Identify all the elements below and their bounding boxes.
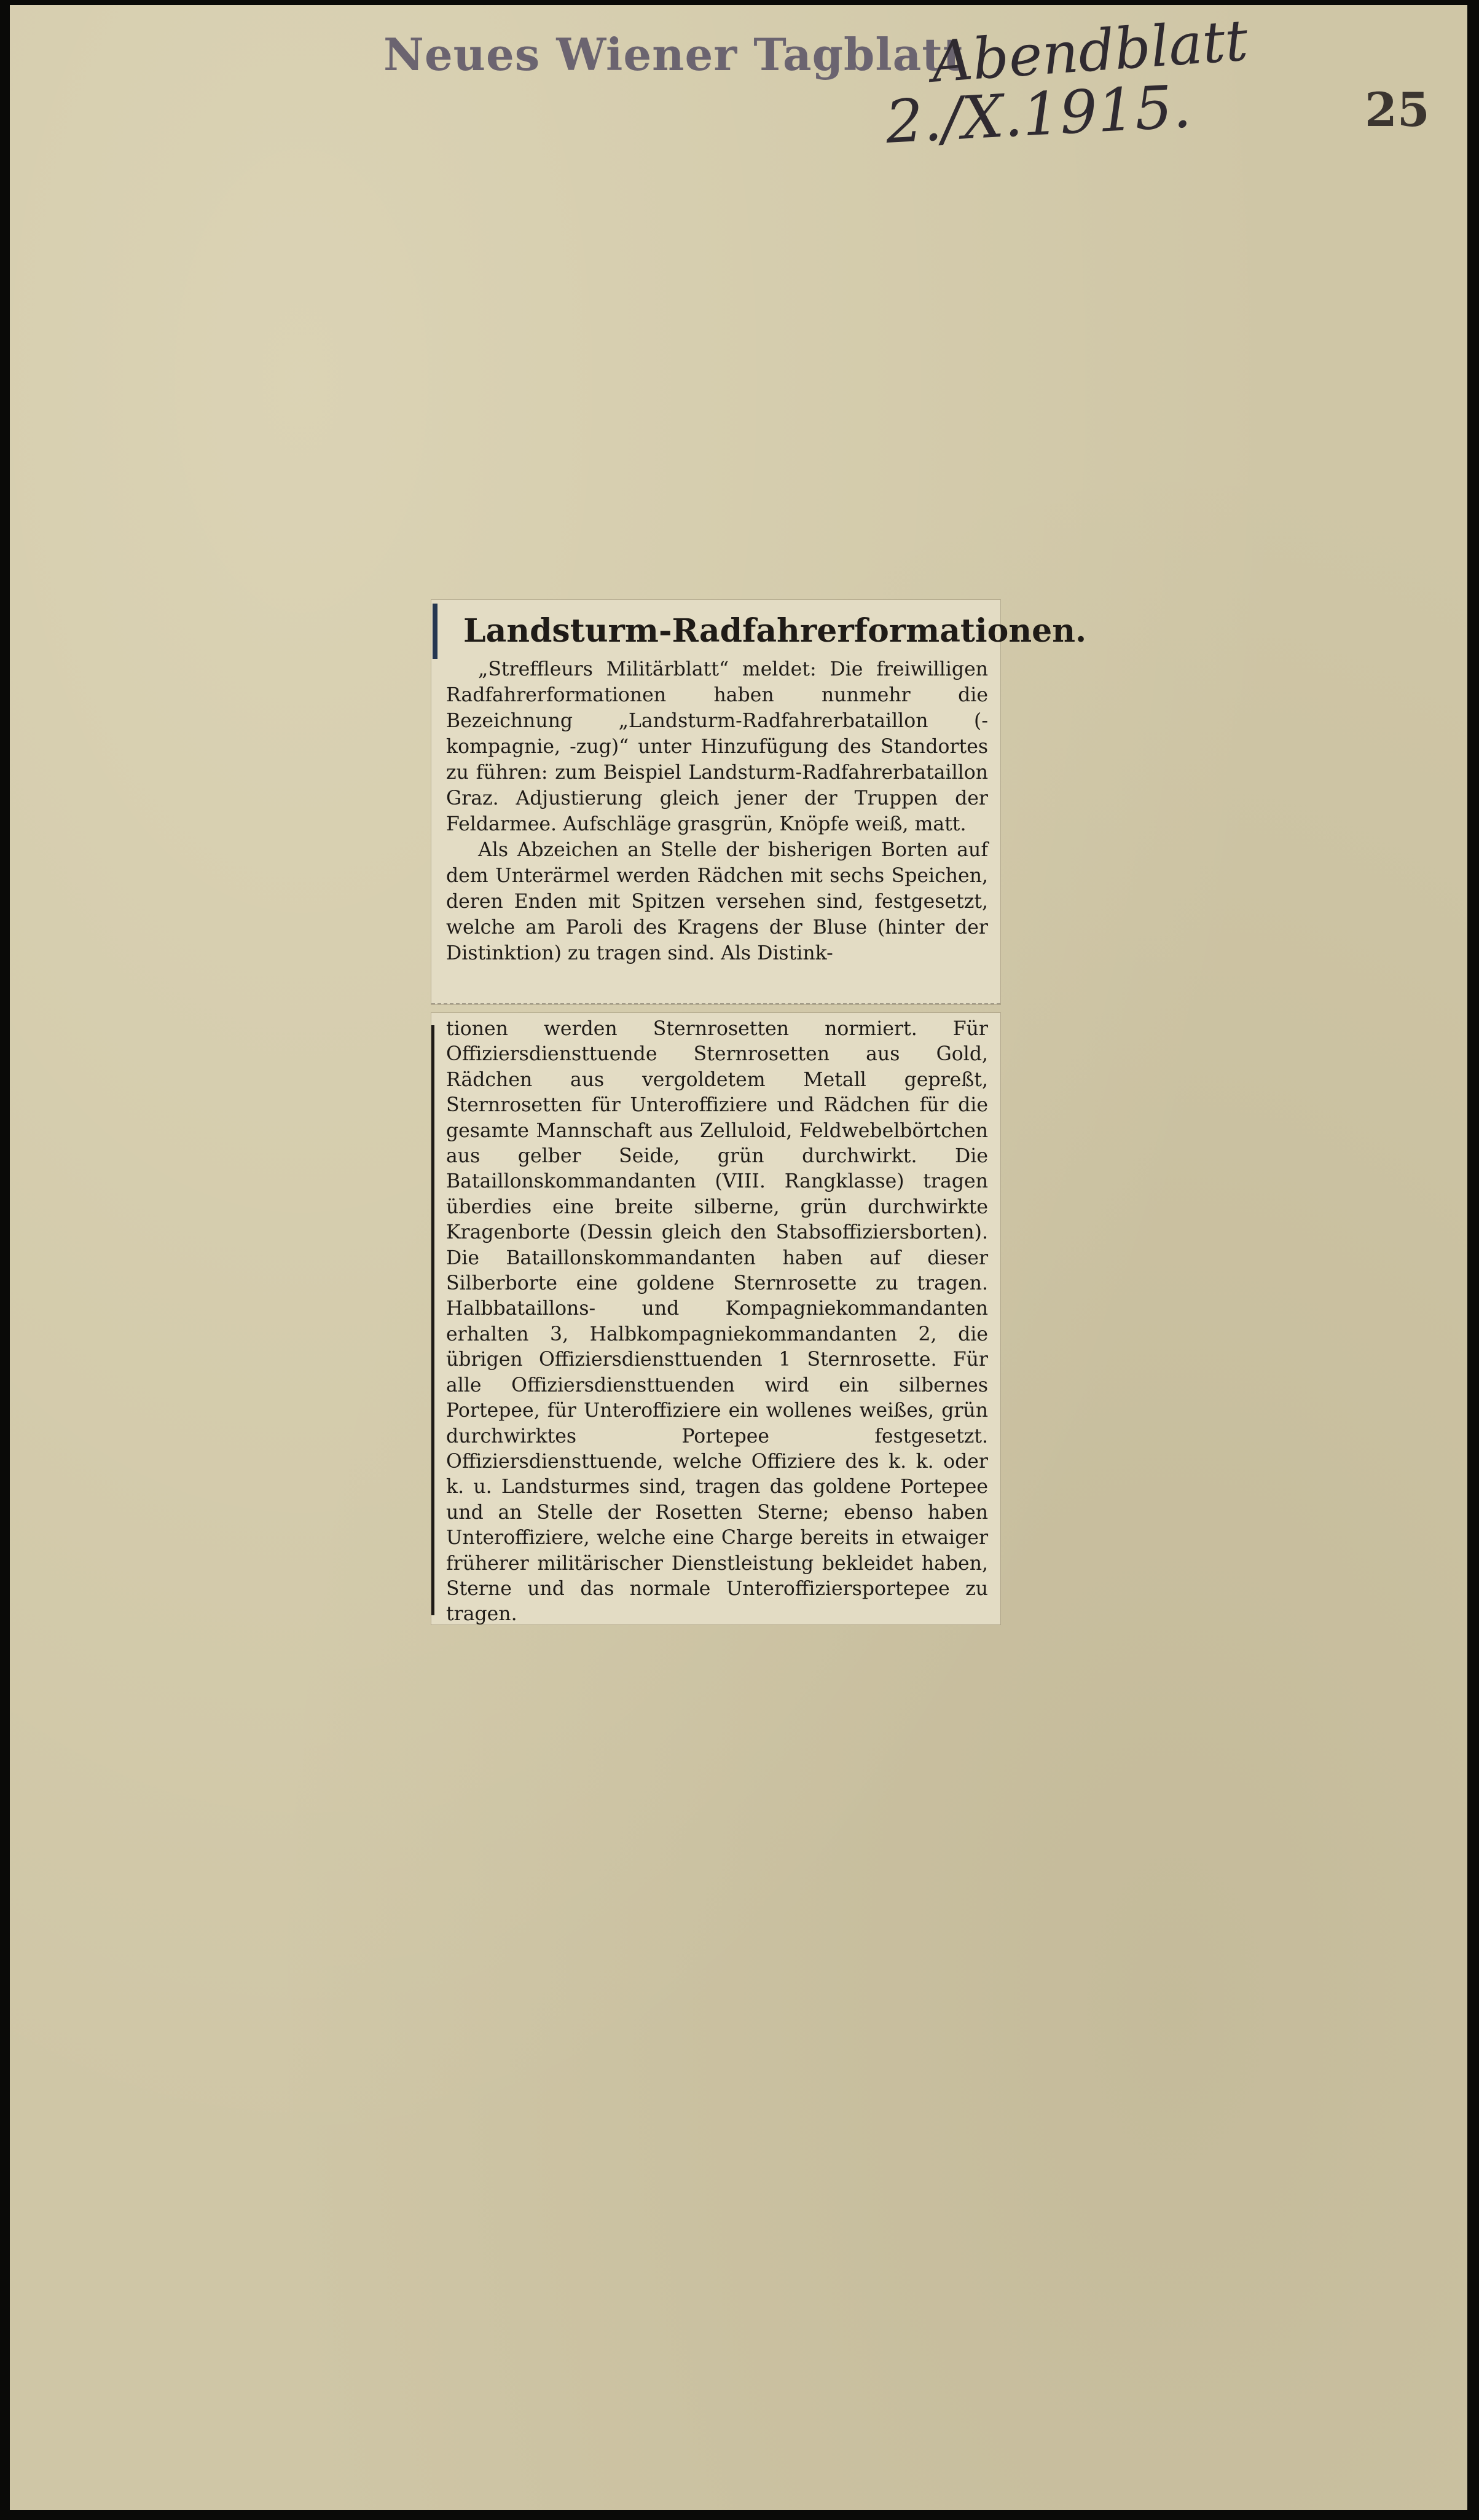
article-title: Landsturm-Radfahrerformationen. <box>463 612 1087 650</box>
paragraph: „Streffleurs Militärblatt“ meldet: Die freiwilligen Radfahrerformationen haben nunmehr die Bezeichnung „Landsturm-Radfahrerbataillon (-kompagnie, -zug)“ unter Hinzufügung des Standortes zu führen: zum Beispiel Landsturm-Radfahrerbataillon Graz. Adjustierung gleich jener der Truppen der Feldarmee. Aufschläge grasgrün, Knöpfe weiß, matt. <box>446 658 988 835</box>
clipping-bottom <box>431 1013 1000 1624</box>
handwritten-edition: Abendblatt <box>929 7 1250 95</box>
paragraph: tionen werden Sternrosetten normiert. Für Offiziersdiensttuende Sternrosetten aus Gold, Rädchen aus vergoldetem Metall gepreßt, Sternrosetten für Unteroffiziere und Rädchen für die gesamte Mannschaft aus Zelluloid, Feldwebelbörtchen aus gelber Seide, grün durchwirkt. Die Bataillonskommandanten (VIII. Rangklasse) tragen überdies eine breite silberne, grün durchwirkte Kragenborte (Dessin gleich den Stabsoffiziersborten). Die Bataillonskommandanten haben auf dieser Silberborte eine goldene Sternrosette zu tragen. Halbbataillons- und Kompagniekommandanten erhalten 3, Halbkompagniekommandanten 2, die übrigen Offiziersdiensttuenden 1 Sternrosette. Für alle Offiziersdiensttuenden wird ein silbernes Portepee, für Unteroffiziere ein wollenes weißes, grün durchwirktes Portepee festgesetzt. Offiziersdiensttuende, welche Offiziere des k. k. oder k. u. Landsturmes sind, tragen das goldene Portepee und an Stelle der Rosetten Sterne; ebenso haben Unteroffiziere, welche eine Charge bereits in etwaiger früherer militärischer Dienstleistung bekleidet haben, Sterne und das normale Unteroffiziersportepee zu tragen. <box>446 1018 988 1626</box>
column-rule <box>431 1025 434 1615</box>
cut-line <box>431 1002 1000 1004</box>
handwritten-date: 2./X.1915. <box>884 72 1193 157</box>
article-body-top <box>446 656 988 966</box>
page-number: 25 <box>1365 82 1430 137</box>
article-body-bottom <box>446 1017 988 1628</box>
archive-sheet <box>10 5 1467 2510</box>
paragraph: Als Abzeichen an Stelle der bisherigen Borten auf dem Unterärmel werden Rädchen mit sechs Speichen, deren Enden mit Spitzen versehen sind, festgesetzt, welche am Paroli des Kragens der Bluse (hinter der Distinktion) zu tragen sind. Als Distink- <box>446 839 988 964</box>
newspaper-stamp: Neues Wiener Tagblatt <box>383 28 964 81</box>
clipping-top <box>431 600 1087 1004</box>
clipping-marker <box>433 604 437 659</box>
